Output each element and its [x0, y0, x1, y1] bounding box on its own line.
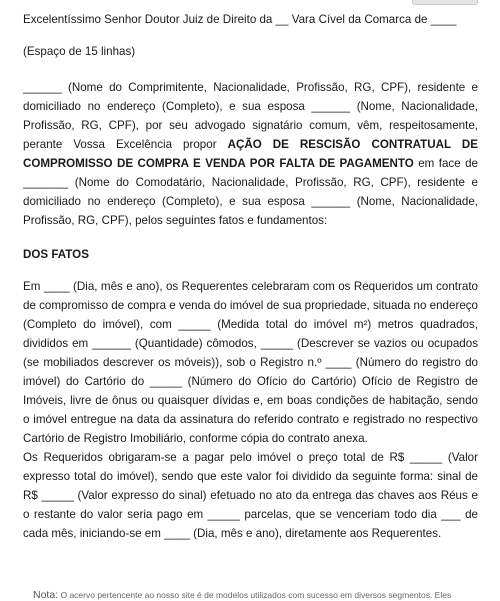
intro-text-part1: ______ (Nome do Comprimitente, Nacionalidade, Profissão, RG, CPF), residente e domiciliado no endereço (Completo), e sua esposa ______ (Nome, Nacionalidade, Profissão, RG, CPF), por seu advogado signatário comum, vêm, respeitosamente, perante Vossa Excelência propor	[23, 81, 478, 151]
facts-paragraph-1: Em ____ (Dia, mês e ano), os Requerentes celebraram com os Requeridos um contrato de compromisso de compra e venda do imóvel de sua propriedade, situada no endereço (Completo do imóvel), com _____ (Medida total do imóvel m²) metros quadrados, divididos em ______ (Quantidade) cômodos, _____ (Descrever se vazios ou ocupados (se mobiliados descrever os móveis)), sob o Registro n.º ____ (Número do registro do imóvel) do Cartório do _____ (Número do Ofício do Cartório) Ofício de Registro de Imóveis, livre de ônus ou quaisquer dívidas e, em boas condições de habitação, sendo o imóvel entregue na data da assinatura do referido contrato e registrado no respectivo Cartório de Registro Imobiliário, conforme cópia do contrato anexa.	[23, 280, 479, 445]
intro-text-part2: em face de _______ (Nome do Comodatário, Nacionalidade, Profissão, RG, CPF), residente e domiciliado no endereço (Completo), e sua esposa ______ (Nome, Nacionalidade, Profissão, RG, CPF), pelos seguintes fatos e fundamentos:	[23, 157, 478, 227]
facts-heading: DOS FATOS	[23, 248, 89, 261]
space-note: (Espaço de 15 linhas)	[23, 45, 136, 58]
intro-paragraph	[23, 78, 478, 230]
facts-paragraph-2: Os Requeridos obrigaram-se a pagar pelo imóvel o preço total de R$ _____ (Valor expresso total do imóvel), sendo que este valor foi dividido da seguinte forma: sinal de R$ _____ (Valor expresso do sinal) efetuado no ato da entrega das chaves aos Réus e o restante do valor seria pago em _____ parcelas, que se venceriam todo dia ___ de cada mês, iniciando-se em ____ (Dia, mês e ano), diretamente aos Requerentes.	[23, 451, 478, 540]
action-title: AÇÃO DE RESCISÃO CONTRATUAL DE COMPROMISSO DE COMPRA E VENDA POR FALTA DE PAGAMENTO	[23, 138, 478, 170]
footnote-label: Nota:	[33, 589, 59, 601]
address-line: Excelentíssimo Senhor Doutor Juiz de Direito da __ Vara Cível da Comarca de ____	[23, 13, 457, 26]
footnote-text: O acervo pertencente ao nosso site é de modelos utilizados com sucesso em diversos segmentos. Eles	[60, 590, 452, 600]
document-body	[23, 10, 478, 543]
window-tab-edge	[412, 0, 478, 5]
footnote	[33, 589, 500, 601]
